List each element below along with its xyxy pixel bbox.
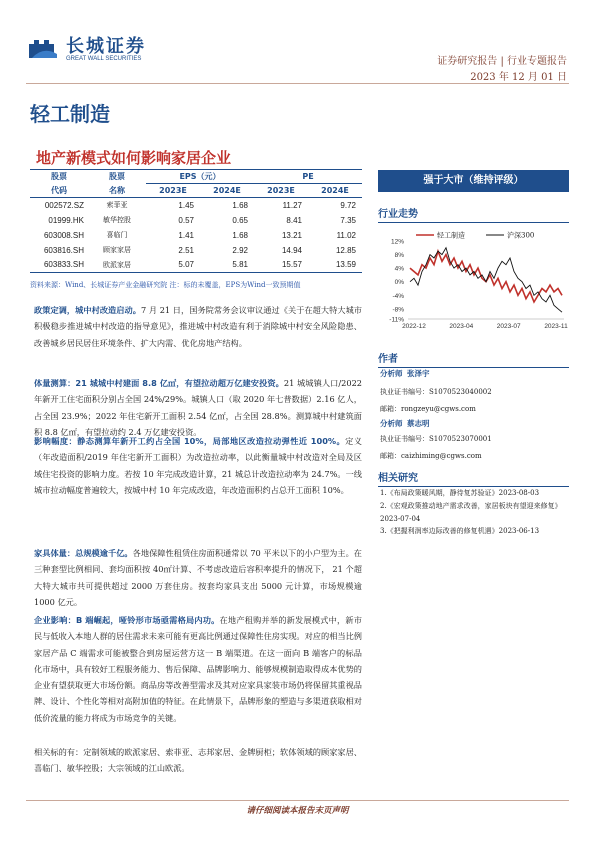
y-tick-label: 12%: [390, 238, 404, 246]
th-eps: EPS（元）: [146, 170, 254, 184]
table-row: [30, 198, 362, 213]
industry-trend-chart: [378, 227, 569, 339]
related-item[interactable]: 2.《宏观政策推动地产需求改善，家居板块有望迎来修复》2023-07-04: [380, 502, 562, 523]
related-item[interactable]: 1.《布局政策暖风期，静待复苏验证》2023-08-03: [380, 489, 540, 497]
page-subtitle: 地产新模式如何影响家居企业: [36, 149, 232, 167]
x-tick-label: 2022-12: [402, 323, 426, 330]
cell-name: 欧派家居: [88, 258, 146, 273]
cell-value: 0.65: [232, 215, 248, 225]
analyst-2-email: 邮箱：caizhiming@cgws.com: [380, 452, 482, 460]
paragraph-furniture: [34, 545, 362, 610]
cell-value: 13.21: [281, 230, 302, 240]
y-tick-label: 8%: [394, 252, 404, 260]
th-eps-2024: 2024E: [213, 186, 241, 195]
cell-value: 11.02: [336, 230, 356, 240]
eps-pe-table: [30, 169, 362, 273]
analyst-1-line: [380, 368, 429, 379]
logo-english-text: GREAT WALL SECURITIES: [66, 56, 142, 62]
analyst-1-cert: 执业证书编号：S1070523040002: [380, 388, 492, 396]
table-row: [30, 243, 362, 258]
cell-value: 0.57: [178, 215, 194, 225]
paragraph-volume: [34, 375, 362, 440]
cell-value: 11.27: [282, 200, 302, 210]
paragraph-lead: 政策定调，城中村改造启动。: [34, 305, 141, 315]
table-row: [30, 213, 362, 228]
paragraph-text: 7 月 21 日，国务院常务会议审议通过《关于在超大特大城市积极稳步推进城中村改造的指导意见》，推进城中村改造有利于消除城中村安全风险隐患、改善城乡居民居住环境条件、扩大内需、优化房地产结构。: [34, 305, 362, 348]
cell-value: 1.68: [232, 230, 248, 240]
y-axis: [389, 239, 404, 324]
legend-label: 沪深300: [507, 231, 535, 240]
paragraph-text: 在地产租购并举的新发展模式中，新市民与低收入本地人群的居住需求未来可能有更高比例通过保障性住房实现。对应的相当比例家居产品 C 端需求可能被整合到房屋运营方这一 B 端渠道。在这一面向 B 端客户的标品化市场中，具有较好工程服务能力、售后保障、品牌影响力、能够规模制造取得成本优势的企业有望获取更大市场份额。商品房等改善型需求及其对应家具家装市场仍将保留其重视品牌、设计、个性化等相对高附加值的特征。在此情景下，品牌形象的塑造与多渠道获取相对低价流量的能力将成为市场竞争的关键。: [34, 615, 362, 723]
cell-value: 5.81: [200, 258, 254, 273]
legend-label: 轻工制造: [437, 231, 465, 240]
th-code: 代码: [51, 185, 67, 195]
cell-value: 5.07: [146, 258, 200, 273]
cell-name: 索菲亚: [106, 201, 128, 210]
cell-value: 2.51: [178, 245, 194, 255]
logo-chinese-text: 长城证券: [66, 36, 146, 57]
y-tick-label: -4%: [392, 292, 404, 300]
cell-value: 12.85: [335, 245, 356, 255]
cell-code: 603816.SH: [43, 245, 84, 255]
cell-value: 14.94: [281, 245, 302, 255]
paragraph-text: 相关标的有：定制领域的欧派家居、索菲亚、志邦家居、金牌厨柜；软体领域的顾家家居、喜临门、敏华控股；大宗领域的江山欧派。: [34, 747, 362, 774]
x-tick-label: 2023-11: [544, 323, 568, 330]
cell-code: 002572.SZ: [44, 200, 84, 210]
th-pe-2024: 2024E: [321, 186, 349, 195]
analyst-2-cert: 执业证书编号：S1070523070001: [380, 435, 492, 443]
paragraph-policy: [34, 302, 362, 351]
cell-value: 1.41: [178, 230, 194, 240]
x-axis: [402, 319, 568, 330]
paragraph-lead: 体量测算：21 城城中村建面 8.8 亿㎡，有望拉动超万亿建安投资。: [34, 378, 284, 388]
table-row: [30, 258, 362, 273]
footer-disclaimer: 请仔细阅读本报告末页声明: [246, 806, 349, 816]
report-type: 证券研究报告 | 行业专题报告: [437, 56, 567, 67]
th-name: 名称: [109, 185, 125, 195]
cell-value: 9.72: [340, 200, 356, 210]
y-tick-label: -8%: [392, 306, 404, 314]
chart-legend: [416, 231, 534, 240]
y-tick-label: 0%: [394, 279, 404, 287]
paragraph-lead: 家具体量：总规模逾千亿。: [34, 548, 133, 558]
analyst-name: 张泽宇: [406, 369, 430, 378]
paragraph-lead: 影响幅度：静态测算年新开工约占全国 10%，局部地区改造拉动弹性近 100%。: [34, 436, 346, 446]
cell-code: 603833.SH: [30, 258, 88, 273]
paragraph-text: 定义（年改造面积/2019 年住宅新开工面积）为改造拉动率，以此衡量城中村改造对全局及区域住宅投资的影响力度。若按 10 年完成改造计算，21 城总计改造拉动率为 24.7%。一线城市拉动幅度普遍较大，按城中村 10 年完成改造，年改造面积约占总开工面积 10%。: [34, 436, 362, 495]
paragraph-lead: 企业影响：B 端崛起，哑铃形市场亟需格局内功。: [34, 615, 220, 625]
table-row: [30, 228, 362, 243]
trend-section-title: 行业走势: [378, 205, 569, 223]
cell-code: 01999.HK: [48, 215, 84, 225]
cell-value: 8.41: [286, 215, 302, 225]
paragraph-impact: [34, 433, 362, 498]
rating-badge: 强于大市（维持评级）: [378, 170, 569, 192]
related-section-title: 相关研究: [378, 469, 569, 487]
th-stock: 股票: [51, 172, 67, 182]
cell-name: 喜临门: [106, 231, 128, 239]
report-date: 2023 年 12 月 01 日: [470, 72, 567, 83]
cell-value: 2.92: [232, 245, 248, 255]
th-pe: PE: [254, 170, 362, 184]
page-title: 轻工制造: [30, 102, 110, 126]
analyst-name: 蔡志明: [406, 419, 430, 428]
cell-value: 1.45: [178, 200, 194, 210]
paragraph-targets: [34, 744, 362, 777]
th-eps-2023: 2023E: [159, 186, 187, 195]
analyst-role: 分析师: [380, 419, 403, 428]
cell-name: 顾家家居: [103, 246, 131, 254]
paragraph-text: 各地保障性租赁住房面积通常以 70 平米以下的小户型为主。在三种套型比例相同、套均面积按 40㎡计算、不考虑改造后容积率提升的情况下， 21 个超大特大城市共可提供超过 2000 万套住房。按套均家具支出 5000 元计算，市场规模逾 1000 亿元。: [34, 548, 362, 607]
analyst-1-email: 邮箱：rongzeyu@cgws.com: [380, 405, 476, 413]
cell-code: 603008.SH: [43, 230, 84, 240]
th-pe-2023: 2023E: [267, 186, 295, 195]
cell-value: 15.57: [254, 258, 308, 273]
analyst-role: 分析师: [380, 369, 403, 378]
th-stock-2: 股票: [109, 172, 125, 182]
cell-name: 敏华控股: [103, 216, 131, 224]
cell-value: 1.68: [232, 200, 248, 210]
x-tick-label: 2023-07: [496, 323, 521, 330]
cell-value: 7.35: [340, 215, 356, 225]
series-line-csi300: [410, 248, 562, 312]
company-logo: [26, 30, 166, 74]
analyst-2-line: [380, 418, 429, 429]
author-section-title: 作者: [378, 350, 569, 368]
paragraph-enterprise: [34, 612, 362, 726]
header-divider: [26, 83, 569, 84]
y-tick-label: -11%: [389, 316, 404, 324]
footer-divider: [26, 800, 569, 801]
great-wall-logo-icon: [26, 32, 60, 66]
chart-series: [410, 248, 562, 312]
related-item[interactable]: 3.《把握利润率边际改善的修复机遇》2023-06-13: [380, 527, 540, 535]
cell-value: 13.59: [308, 258, 362, 273]
x-tick-label: 2023-04: [449, 323, 474, 330]
table-header-row: [30, 170, 362, 184]
y-tick-label: 4%: [394, 265, 404, 273]
table-subheader-row: [30, 184, 362, 198]
table-source-note: 资料来源：Wind、长城证券产业金融研究院 注：标的未覆盖，EPS为Wind一致预期值: [30, 281, 301, 289]
paragraph-text: 21 城城镇人口/2022 年新开工住宅面积分别占全国 24%/29%。城镇人口（取 2020 年七普数据）2.16 亿人，占全国 23.9%；2022 年住宅新开工面积 2.54 亿㎡，占全国 28.8%。测算城中村建筑面积 8.8 亿㎡，有望拉动约 2.4 万亿建安投资。: [34, 378, 362, 437]
